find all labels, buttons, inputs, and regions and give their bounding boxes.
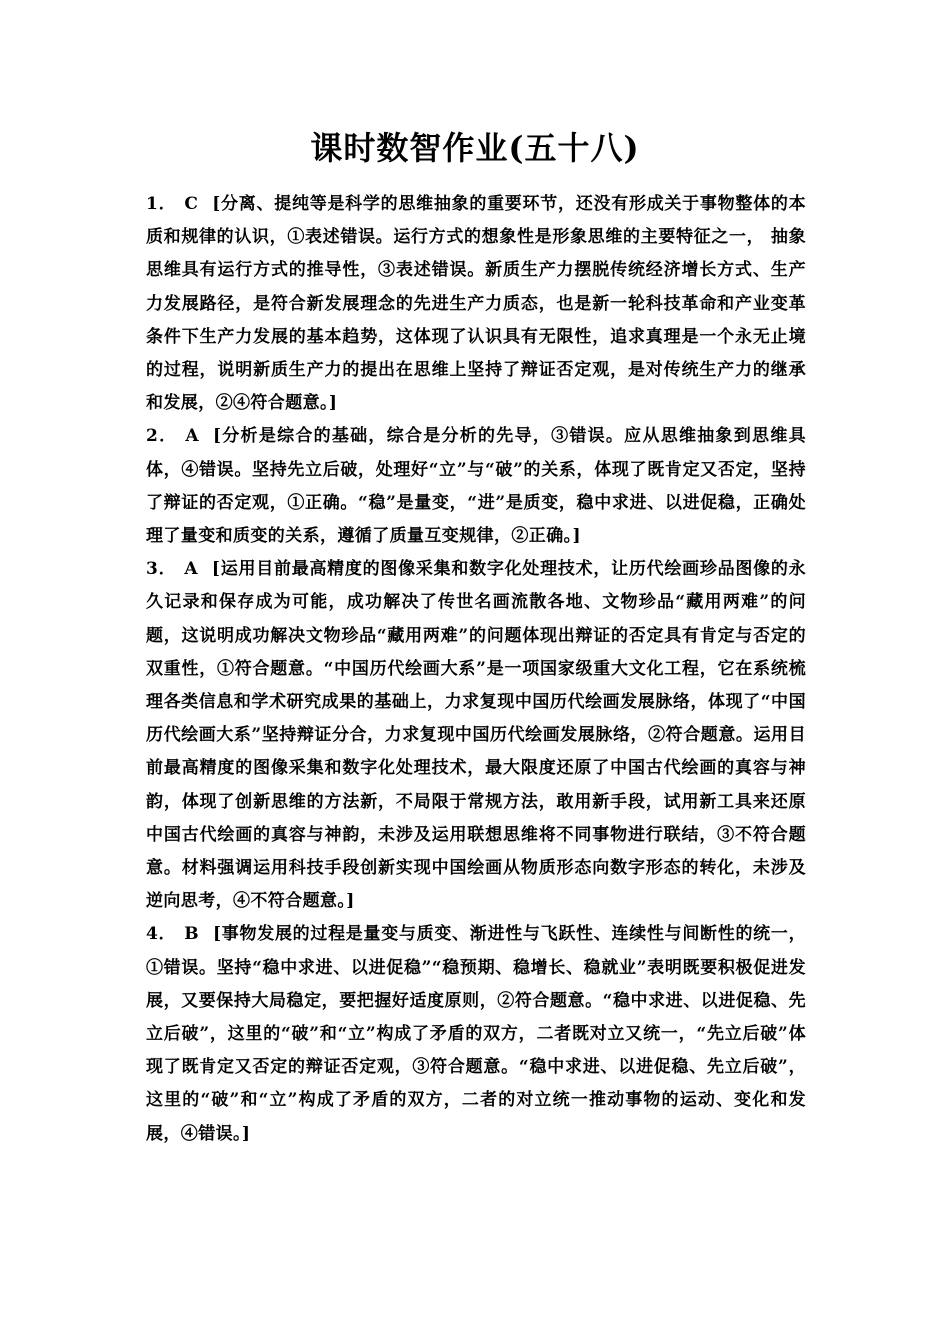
answer-item-3 xyxy=(146,553,806,918)
page-title: 课时数智作业(五十八) xyxy=(310,129,640,167)
answer-explanation: [事物发展的过程是量变与质变、渐进性与飞跃性、连续性与间断性的统一，①错误。坚持“稳中求进、以进促稳”“稳预期、稳增长、稳就业”表明既要积极促进发展，又要保持大局稳定，要把握好适度原则，②符合题意。“稳中求进、以进促稳、先立后破”，这里的“破”和“立”构成了矛盾的双方，二者既对立又统一，“先立后破”体现了既肯定又否定的辩证否定观，③符合题意。“稳中求进、以进促稳、先立后破”，这里的“破”和“立”构成了矛盾的双方，二者的对立统一推动事物的运动、变化和发展，④错误。] xyxy=(146,924,806,1144)
answer-explanation: [分析是综合的基础，综合是分析的先导，③错误。应从思维抽象到思维具体，④错误。坚持先立后破，处理好“立”与“破”的关系，体现了既肯定又否定，坚持了辩证的否定观，①正确。“稳”是量变，“进”是质变，稳中求进、以进促稳，正确处理了量变和质变的关系，遵循了质量互变规律，②正确。] xyxy=(146,426,806,547)
answer-choice: C xyxy=(184,194,199,214)
answer-choice: B xyxy=(184,924,200,945)
answer-explanation: [运用目前最高精度的图像采集和数字化处理技术，让历代绘画珍品图像的永久记录和保存成为可能，成功解决了传世名画流散各地、文物珍品“藏用两难”的问题，这说明成功解决文物珍品“藏用两难”的问题体现出辩证的否定具有肯定与否定的双重性，①符合题意。“中国历代绘画大系”是一项国家级重大文化工程，它在系统梳理各类信息和学术研究成果的基础上，力求复现中国历代绘画发展脉络，体现了“中国历代绘画大系”坚持辩证分合，力求复现中国历代绘画发展脉络，②符合题意。运用目前最高精度的图像采集和数字化处理技术，最大限度还原了中国古代绘画的真容与神韵，体现了创新思维的方法新，不局限于常规方法，敢用新手段，试用新工具来还原中国古代绘画的真容与神韵，未涉及运用联想思维将不同事物进行联结，③不符合题意。材料强调运用科技手段创新实现中国绘画从物质形态向数字形态的转化，未涉及逆向思考，④不符合题意。] xyxy=(146,559,806,912)
answer-number: 1． xyxy=(146,194,177,214)
answer-number: 2． xyxy=(146,426,178,447)
answer-explanation: [分离、提纯等是科学的思维抽象的重要环节，还没有形成关于事物整体的本质和规律的认识，①表述错误。运行方式的想象性是形象思维的主要特征之一， 抽象思维具有运行方式的推导性，③表述错误。新质生产力摆脱传统经济增长方式、生产力发展路径，是符合新发展理念的先进生产力质态，也是新一轮科技革命和产业变革条件下生产力发展的基本趋势，这体现了认识具有无限性，追求真理是一个永无止境的过程，说明新质生产力的提出在思维上坚持了辩证否定观，是对传统生产力的继承和发展，②④符合题意。] xyxy=(146,194,806,414)
answer-number: 3． xyxy=(146,559,177,580)
answer-list xyxy=(146,188,806,1151)
answer-item-2 xyxy=(146,420,806,553)
answer-choice: A xyxy=(184,559,198,580)
answer-choice: A xyxy=(185,426,199,447)
answer-number: 4． xyxy=(146,924,177,945)
answer-item-1 xyxy=(146,188,806,420)
answer-item-4 xyxy=(146,918,806,1150)
